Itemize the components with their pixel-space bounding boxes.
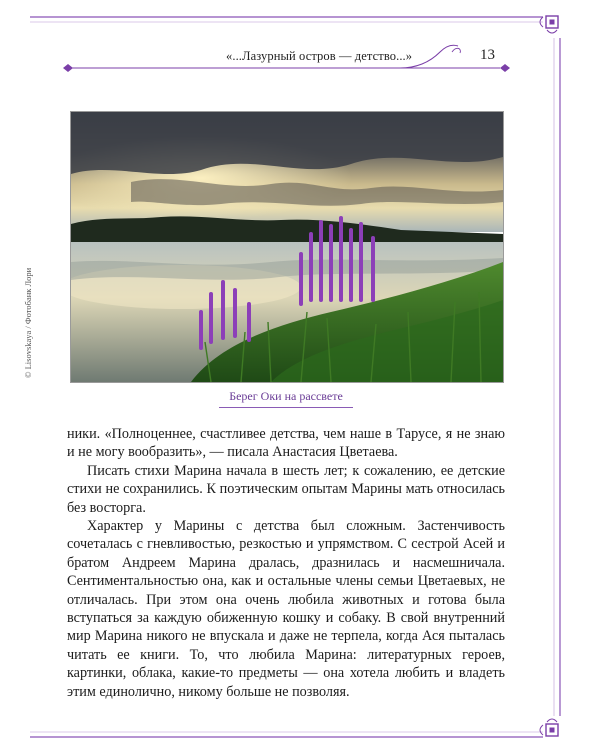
page-number: 13 <box>480 47 495 63</box>
body-text <box>67 425 505 701</box>
corner-ornament-top-icon <box>540 16 558 33</box>
photo-riverbank <box>70 111 504 383</box>
paragraph: Писать стихи Марина начала в шесть лет; к сожалению, ее детские стихи не сохранились. К поэтическим опытам Марины мать относилась без восторга. <box>67 462 505 516</box>
figure-caption-wrap <box>70 387 502 408</box>
running-title: «...Лазурный остров — детство...» <box>226 49 413 63</box>
figure-caption: Берег Оки на рассвете <box>219 387 353 408</box>
photo-credit: © Lisovskaya / Фотобанк Лори <box>23 267 33 378</box>
paragraph: ники. «Полноценнее, счастливее детства, чем наше в Тарусе, я не знаю и не могу вообразить», — писала Анастасия Цветаева. <box>67 426 505 461</box>
paragraph: Характер у Марины с детства был сложным. Застенчивость сочеталась с гневливостью, резкостью и упрямством. С сестрой Асей и братом Андреем Марина дралась, дразнилась и насмешничала. Сентиментальностью она, как и остальные члены семьи Цветаевых, не отличалась. При этом она очень любила животных и готова была вступаться за каждую обиженную кошку и собаку. В свой внутренний мир Марина никого не впускала и даже не терпела, когда Ася пыталась читать ее книги. То, что любила Марина: литературных героев, картинки, облака, какие-то предметы — она хотела любить и владеть этим единолично, никому больше не позволяя. <box>67 518 505 700</box>
corner-ornament-bottom-icon <box>540 719 558 736</box>
